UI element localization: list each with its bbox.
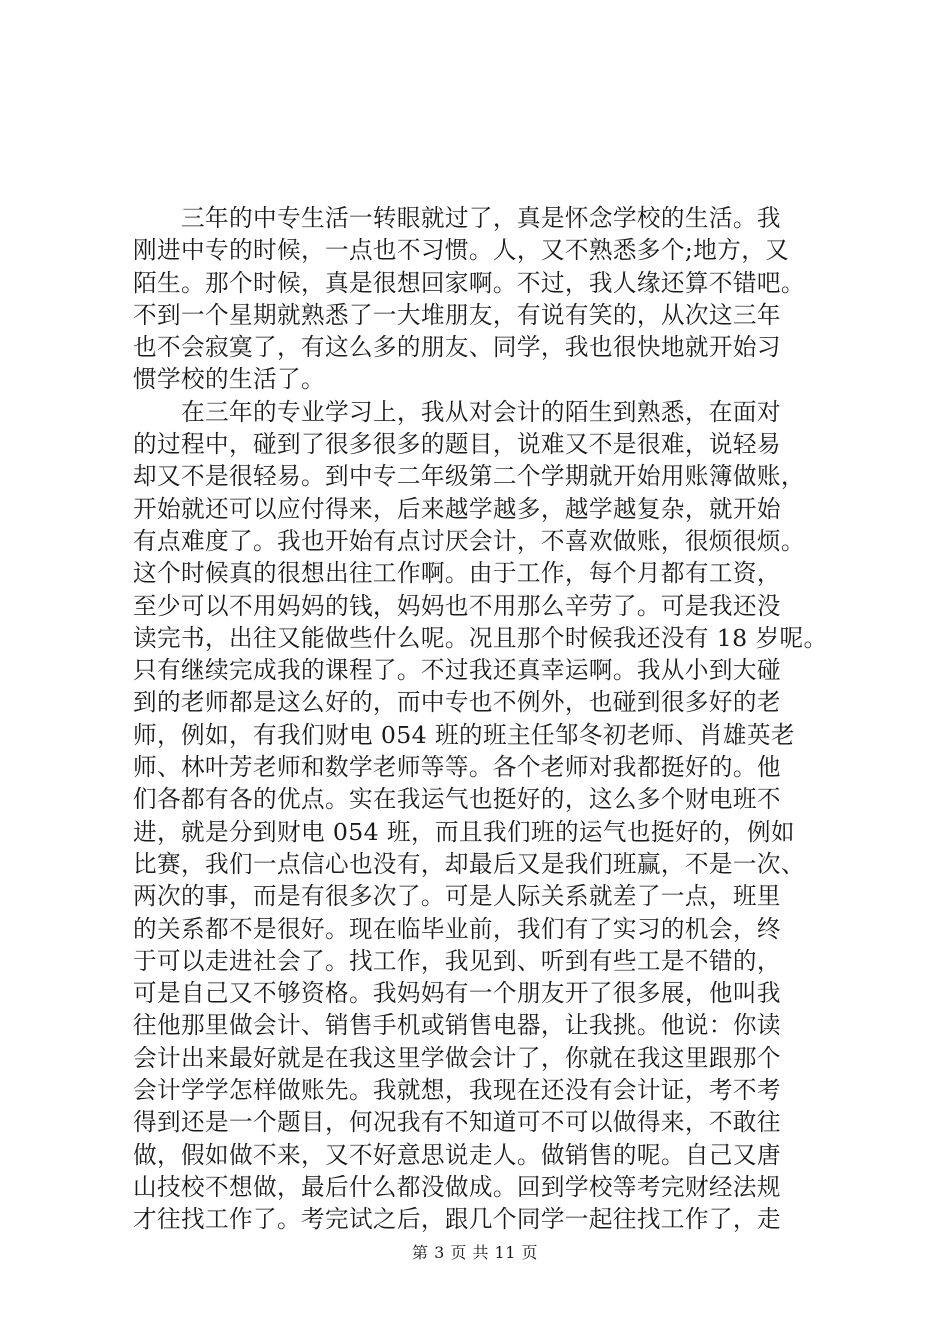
text-line: 刚进中专的时候，一点也不习惯。人，又不熟悉多个;地方，又: [133, 236, 790, 265]
text-line: 有点难度了。我也开始有点讨厌会计，不喜欢做账，很烦很烦。: [133, 526, 805, 555]
text-line: 读完书，出往又能做些什么呢。况且那个时候我还没有 18 岁呢。: [133, 623, 828, 652]
text-line: 的过程中，碰到了很多很多的题目，说难又不是很难，说轻易: [133, 430, 781, 459]
body-text: [133, 202, 833, 1236]
text-line: 会计学学怎样做账先。我就想，我现在还没有会计证，考不考: [133, 1076, 781, 1105]
text-line: 也不会寂寞了，有这么多的朋友、同学，我也很快地就开始习: [133, 333, 781, 362]
text-line: 陌生。那个时候，真是很想回家啊。不过，我人缘还算不错吧。: [133, 268, 805, 297]
text-line: 可是自己又不够资格。我妈妈有一个朋友开了很多展，他叫我: [133, 979, 781, 1008]
text-line: 进，就是分到财电 054 班，而且我们班的运气也挺好的，例如: [133, 817, 795, 846]
text-line: 到的老师都是这么好的，而中专也不例外，也碰到很多好的老: [133, 688, 781, 717]
text-line: 在三年的专业学习上，我从对会计的陌生到熟悉，在面对: [133, 397, 781, 426]
text-line: 三年的中专生活一转眼就过了，真是怀念学校的生活。我: [133, 204, 781, 232]
text-line: 只有继续完成我的课程了。不过我还真幸运啊。我从小到大碰: [133, 656, 781, 685]
text-line: 比赛，我们一点信心也没有，却最后又是我们班赢，不是一次、: [133, 849, 805, 878]
text-line: 会计出来最好就是在我这里学做会计了，你就在我这里跟那个: [133, 1043, 781, 1072]
text-line: 惯学校的生活了。: [133, 365, 325, 394]
text-line: 山技校不想做，最后什么都没做成。回到学校等考完财经法规: [133, 1172, 781, 1201]
text-line: 得到还是一个题目，何况我有不知道可不可以做得来，不敢往: [133, 1108, 781, 1137]
text-line: 做，假如做不来，又不好意思说走人。做销售的呢。自己又唐: [133, 1140, 781, 1169]
text-line: 的关系都不是很好。现在临毕业前，我们有了实习的机会，终: [133, 914, 781, 943]
text-line: 这个时候真的很想出往工作啊。由于工作，每个月都有工资，: [133, 559, 781, 588]
text-line: 师、林叶芳老师和数学老师等等。各个老师对我都挺好的。他: [133, 753, 781, 782]
text-line: 却又不是很轻易。到中专二年级第二个学期就开始用账簿做账，: [133, 462, 805, 491]
text-line: 往他那里做会计、销售手机或销售电器，让我挑。他说：你读: [133, 1011, 781, 1040]
page-footer: [0, 1243, 950, 1263]
text-line: 才往找工作了。考完试之后，跟几个同学一起往找工作了，走: [133, 1205, 781, 1234]
text-line: 于可以走进社会了。找工作，我见到、听到有些工是不错的，: [133, 946, 781, 975]
text-line: 两次的事，而是有很多次了。可是人际关系就差了一点，班里: [133, 882, 781, 911]
text-line: 师，例如，有我们财电 054 班的班主任邹冬初老师、肖雄英老: [133, 720, 795, 749]
text-line: 们各都有各的优点。实在我运气也挺好的，这么多个财电班不: [133, 785, 781, 814]
page-number-label: 第 3 页 共 11 页: [412, 1243, 538, 1262]
text-line: 至少可以不用妈妈的钱，妈妈也不用那么辛劳了。可是我还没: [133, 591, 781, 620]
text-line: 不到一个星期就熟悉了一大堆朋友，有说有笑的，从次这三年: [133, 300, 781, 329]
text-line: 开始就还可以应付得来，后来越学越多，越学越复杂，就开始: [133, 494, 781, 523]
